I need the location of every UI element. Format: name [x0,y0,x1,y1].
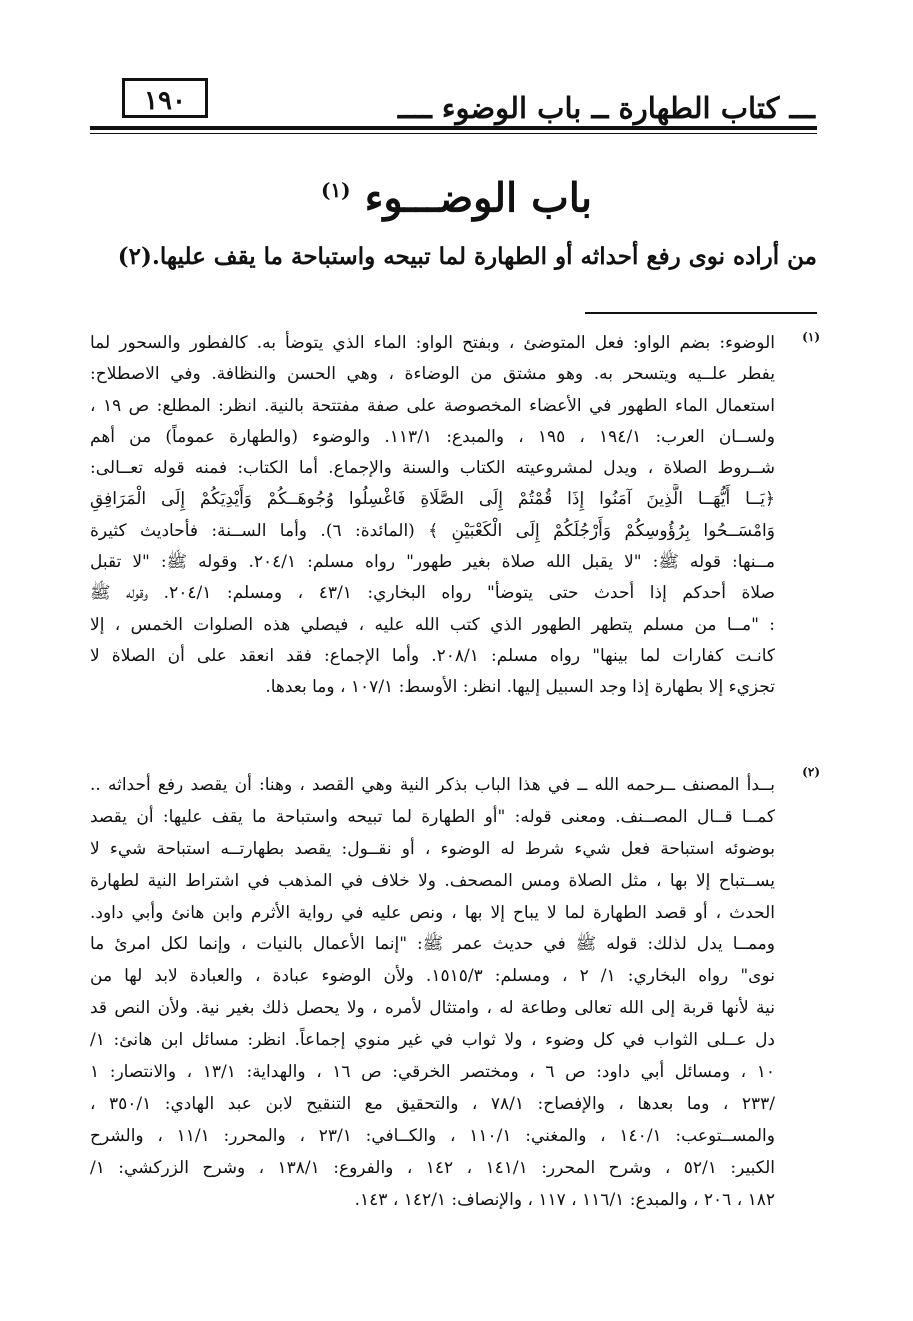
footnote-line: بــدأ المصنف ــرحمه الله ــ في هذا الباب بذكر النية وهي القصد ، وهنا: أن يقصد رفع أحداثه .. [90,775,775,795]
footnote-line: دل عــلى الثواب في كل وضوء ، ولا ثواب في غير منوي إجماعاً. انظر: مسائل ابن هانئ: ١/ [90,1030,775,1051]
footnote-2 [90,770,775,1216]
footnote-line: : "مــا من مسلم يتطهر الطهور الذي كتب الله عليه ، فيصلي هذه الصلوات الخمس ، إلا [90,614,775,635]
footnote-line: والمســتوعب: ١٤٠/١ ، والمغني: ١١٠/١ ، والكــافي: ٢٣/١ ، والمحرر: ١١/١ ، والشرح [90,1125,775,1146]
footnote-line: صلاة أحدكم إذا أحدث حتى يتوضأ" رواه البخاري: ٤٣/١ ، ومسلم: ٢٠٤/١. وقوله ﷺ [90,583,775,604]
footnote-line: ﴿يَــا أَيُّهَــا الَّذِينَ آمَنُوا إِذَا قُمْتُمْ إِلَى الصَّلَاةِ فَاغْسِلُوا وُجُوهَــكُمْ وَأَيْدِيَكُمْ إِلَى الْمَرَافِقِ [90,489,775,510]
footnote-line: مــنها: قوله ﷺ: "لا يقبل الله صلاة بغير طهور" رواه مسلم: ٢٠٤/١. وقوله ﷺ: "لا تقبل [90,552,775,573]
footnote-line: يفطر علــيه ويتسحر به. وهو مشتق من الوضاءة ، وهي الحسن والنظافة. وفي الاصطلاح: [90,364,775,385]
footnote-1 [90,328,775,704]
footnote-line: ١٠ ، ومسائل أبي داود: ص ٦ ، ومختصر الخرقي: ص ١٦ ، والهداية: ١٣/١ ، والانتصار: ١ [90,1062,775,1083]
footnote-line: الوضوء: بضم الواو: فعل المتوضئ ، وبفتح الواو: الماء الذي يتوضأ به. كالفطور والسحور لما [90,333,775,353]
page-number: ١٩٠ [144,86,186,116]
footnote-line: ولســان العرب: ١٩٤/١ ، ١٩٥ ، والمبدع: ١١٣/١. والوضوء (والطهارة عموماً) من أهم [90,426,775,447]
footnote-separator [585,312,817,314]
chapter-title-text: باب الوضـــوء [364,174,593,222]
footnote-line: وَامْسَــحُوا بِرُؤُوسِكُمْ وَأَرْجُلَكُمْ إِلَى الْكَعْبَيْنِ ﴾ (المائدة: ٦). وأما الســنة: فأحاديث كثيرة [90,520,775,541]
footnote-line: كمــا قــال المصــنف. ومعنى قوله: "أو الطهارة لما تبيحه واستباحة ما يقف عليها: أن يقصد [90,806,775,827]
footnote-line: وممــا يدل لذلك: قوله ﷺ في حديث عمر ﷺ: "إنما الأعمال بالنيات ، وإنما لكل امرئ ما [90,934,775,955]
footnote-line: استعمال الماء الطهور في الأعضاء المخصوصة على صفة مفتتحة بالنية. انظر: المطلع: ص ١٩ ، [90,395,775,416]
footnote-line: يســتباح إلا بها ، مثل الصلاة ومس المصحف. ولا خلاف في المذهب في اشتراط النية لطهارة [90,870,775,891]
footnote-line: الحدث ، أو قصد الطهارة لما لا يباح إلا بها ، ونص عليه في رواية الأثرم وابن هانئ وأبي داود. [90,902,775,923]
footnote-line: ١٨٢ ، ٢٠٦ ، والمبدع: ١١٦/١ ، ١١٧ ، والإنصاف: ١٤٢/١ ، ١٤٣. [354,1189,775,1210]
footnote-line: نية لأنها قربة إلى الله تعالى وطاعة له ، وامتثال لأمره ، ولا يحصل ذلك بغير نية. ولأن النص قد [90,998,775,1019]
running-header: ـــ كتاب الطهارة ــ باب الوضوء ــــ [397,91,815,125]
footnote-marker-1: (١) [802,330,820,344]
footnote-line: نوى" رواه البخاري: ١/ ٢ ، ومسلم: ١٥١٥/٣. ولأن الوضوء عبادة ، والعبادة لابد لها من [90,966,775,987]
footnote-line: تجزيء إلا بطهارة إذا وجد السبيل إليها. انظر: الأوسط: ١٠٧/١ ، وما بعدها. [265,677,775,698]
footnote-line: /٢٣٣ ، وما بعدها ، والإفصاح: ٧٨/١ ، والتحقيق مع التنقيح لابن عبد الهادي: ٣٥٠/١ ، [90,1093,775,1114]
header-rule-thin [90,133,817,134]
footnote-line: الكبير: ٥٢/١ ، وشرح المحرر: ١٤١/١ ، ١٤٢ ، والفروع: ١٣٨/١ ، وشرح الزركشي: ١/ [90,1157,775,1178]
footnote-marker-2: (٢) [802,765,820,779]
chapter-title [200,162,713,226]
main-text: من أراده نوى رفع أحداثه أو الطهارة لما تبيحه واستباحة ما يقف عليها.(٢) [117,243,817,270]
chapter-footnote-ref: (١) [320,178,351,202]
footnote-line: كانـت كفارات لما بينها" رواه مسلم: ٢٠٨/١. وأما الإجماع: فقد انعقد على أن الصلاة لا [90,645,775,666]
footnote-line: شــروط الصلاة ، ويدل لمشروعيته الكتاب والسنة والإجماع. أما الكتاب: فمنه قوله تعــالى: [90,458,775,479]
header-rule-thick [90,126,817,130]
footnote-line: بوضوئه استباحة فعل شيء شرط له الوضوء ، أو نقــول: يقصد بطهارتــه استباحة شيء لا [90,838,775,859]
page-number-box [122,78,208,118]
